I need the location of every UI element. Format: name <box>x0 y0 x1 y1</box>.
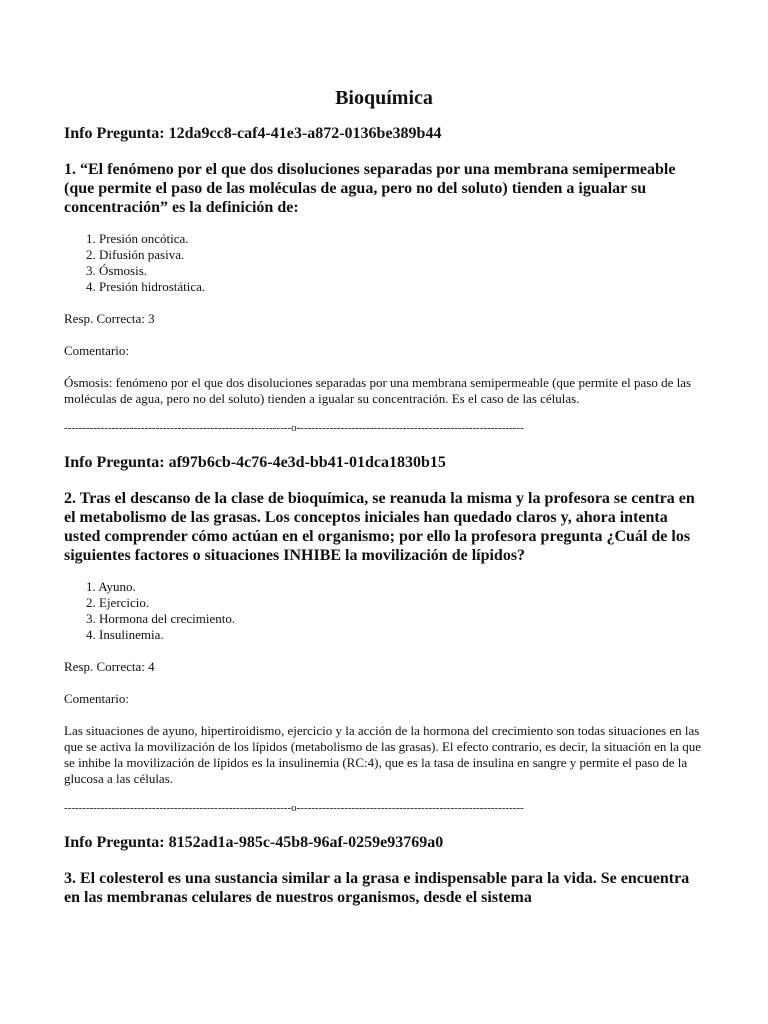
option-item: 4. Presión hidrostática. <box>86 279 206 294</box>
option-item: 1. Presión oncótica. <box>86 231 189 246</box>
question-text: 3. El colesterol es una sustancia similar a la grasa e indispensable para la vida. Se encuentra en las membranas celulares de nuestros organismos, desde el sistema <box>64 870 690 906</box>
document-title: Bioquímica <box>335 87 433 109</box>
separator: --------------------------------------------------------------o-------------------------------------------------------------- <box>64 422 524 434</box>
comment-text: Las situaciones de ayuno, hipertiroidismo, ejercicio y la acción de la hormona del crecimiento son todas situaciones en las que se activa la movilización de los lípidos (metabolismo de las grasas). El efecto contrario, es decir, la situación en la que se inhibe la movilización de lípidos es la insulinemia (RC:4), que es la tasa de insulina en sangre y permite el paso de la glucosa a las células. <box>64 723 701 786</box>
question-block-3 <box>64 833 704 907</box>
comment-label: Comentario: <box>64 691 129 706</box>
question-text: 2. Tras el descanso de la clase de bioquímica, se reanuda la misma y la profesora se centra en el metabolismo de las grasas. Los conceptos iniciales han quedado claros y, ahora intenta usted comprender cómo actúan en el organismo; por ello la profesora pregunta ¿Cuál de los siguientes factores o situaciones INHIBE la movilización de lípidos? <box>64 490 695 564</box>
document-page <box>64 86 704 921</box>
option-item: 1. Ayuno. <box>86 579 136 594</box>
option-item: 4. Insulinemia. <box>86 627 164 642</box>
question-block-1 <box>64 124 704 435</box>
separator: --------------------------------------------------------------o-------------------------------------------------------------- <box>64 802 524 814</box>
options-list <box>64 231 704 295</box>
option-item: 2. Difusión pasiva. <box>86 247 185 262</box>
question-block-2 <box>64 453 704 815</box>
question-info: Info Pregunta: 12da9cc8-caf4-41e3-a872-0136be389b44 <box>64 125 442 142</box>
question-info: Info Pregunta: 8152ad1a-985c-45b8-96af-0259e93769a0 <box>64 834 444 851</box>
option-item: 2. Ejercicio. <box>86 595 150 610</box>
correct-answer: Resp. Correcta: 3 <box>64 311 155 326</box>
correct-answer: Resp. Correcta: 4 <box>64 659 155 674</box>
question-info: Info Pregunta: af97b6cb-4c76-4e3d-bb41-01dca1830b15 <box>64 454 446 471</box>
comment-label: Comentario: <box>64 343 129 358</box>
option-item: 3. Ósmosis. <box>86 263 148 278</box>
option-item: 3. Hormona del crecimiento. <box>86 611 236 626</box>
comment-text: Ósmosis: fenómeno por el que dos disoluciones separadas por una membrana semipermeable (que permite el paso de las moléculas de agua, pero no del soluto) tienden a igualar su concentración. Es el caso de las células. <box>64 375 692 406</box>
options-list <box>64 579 704 643</box>
question-text: 1. “El fenómeno por el que dos disoluciones separadas por una membrana semipermeable (que permite el paso de las moléculas de agua, pero no del soluto) tienden a igualar su concentración” es la definición de: <box>64 161 676 216</box>
